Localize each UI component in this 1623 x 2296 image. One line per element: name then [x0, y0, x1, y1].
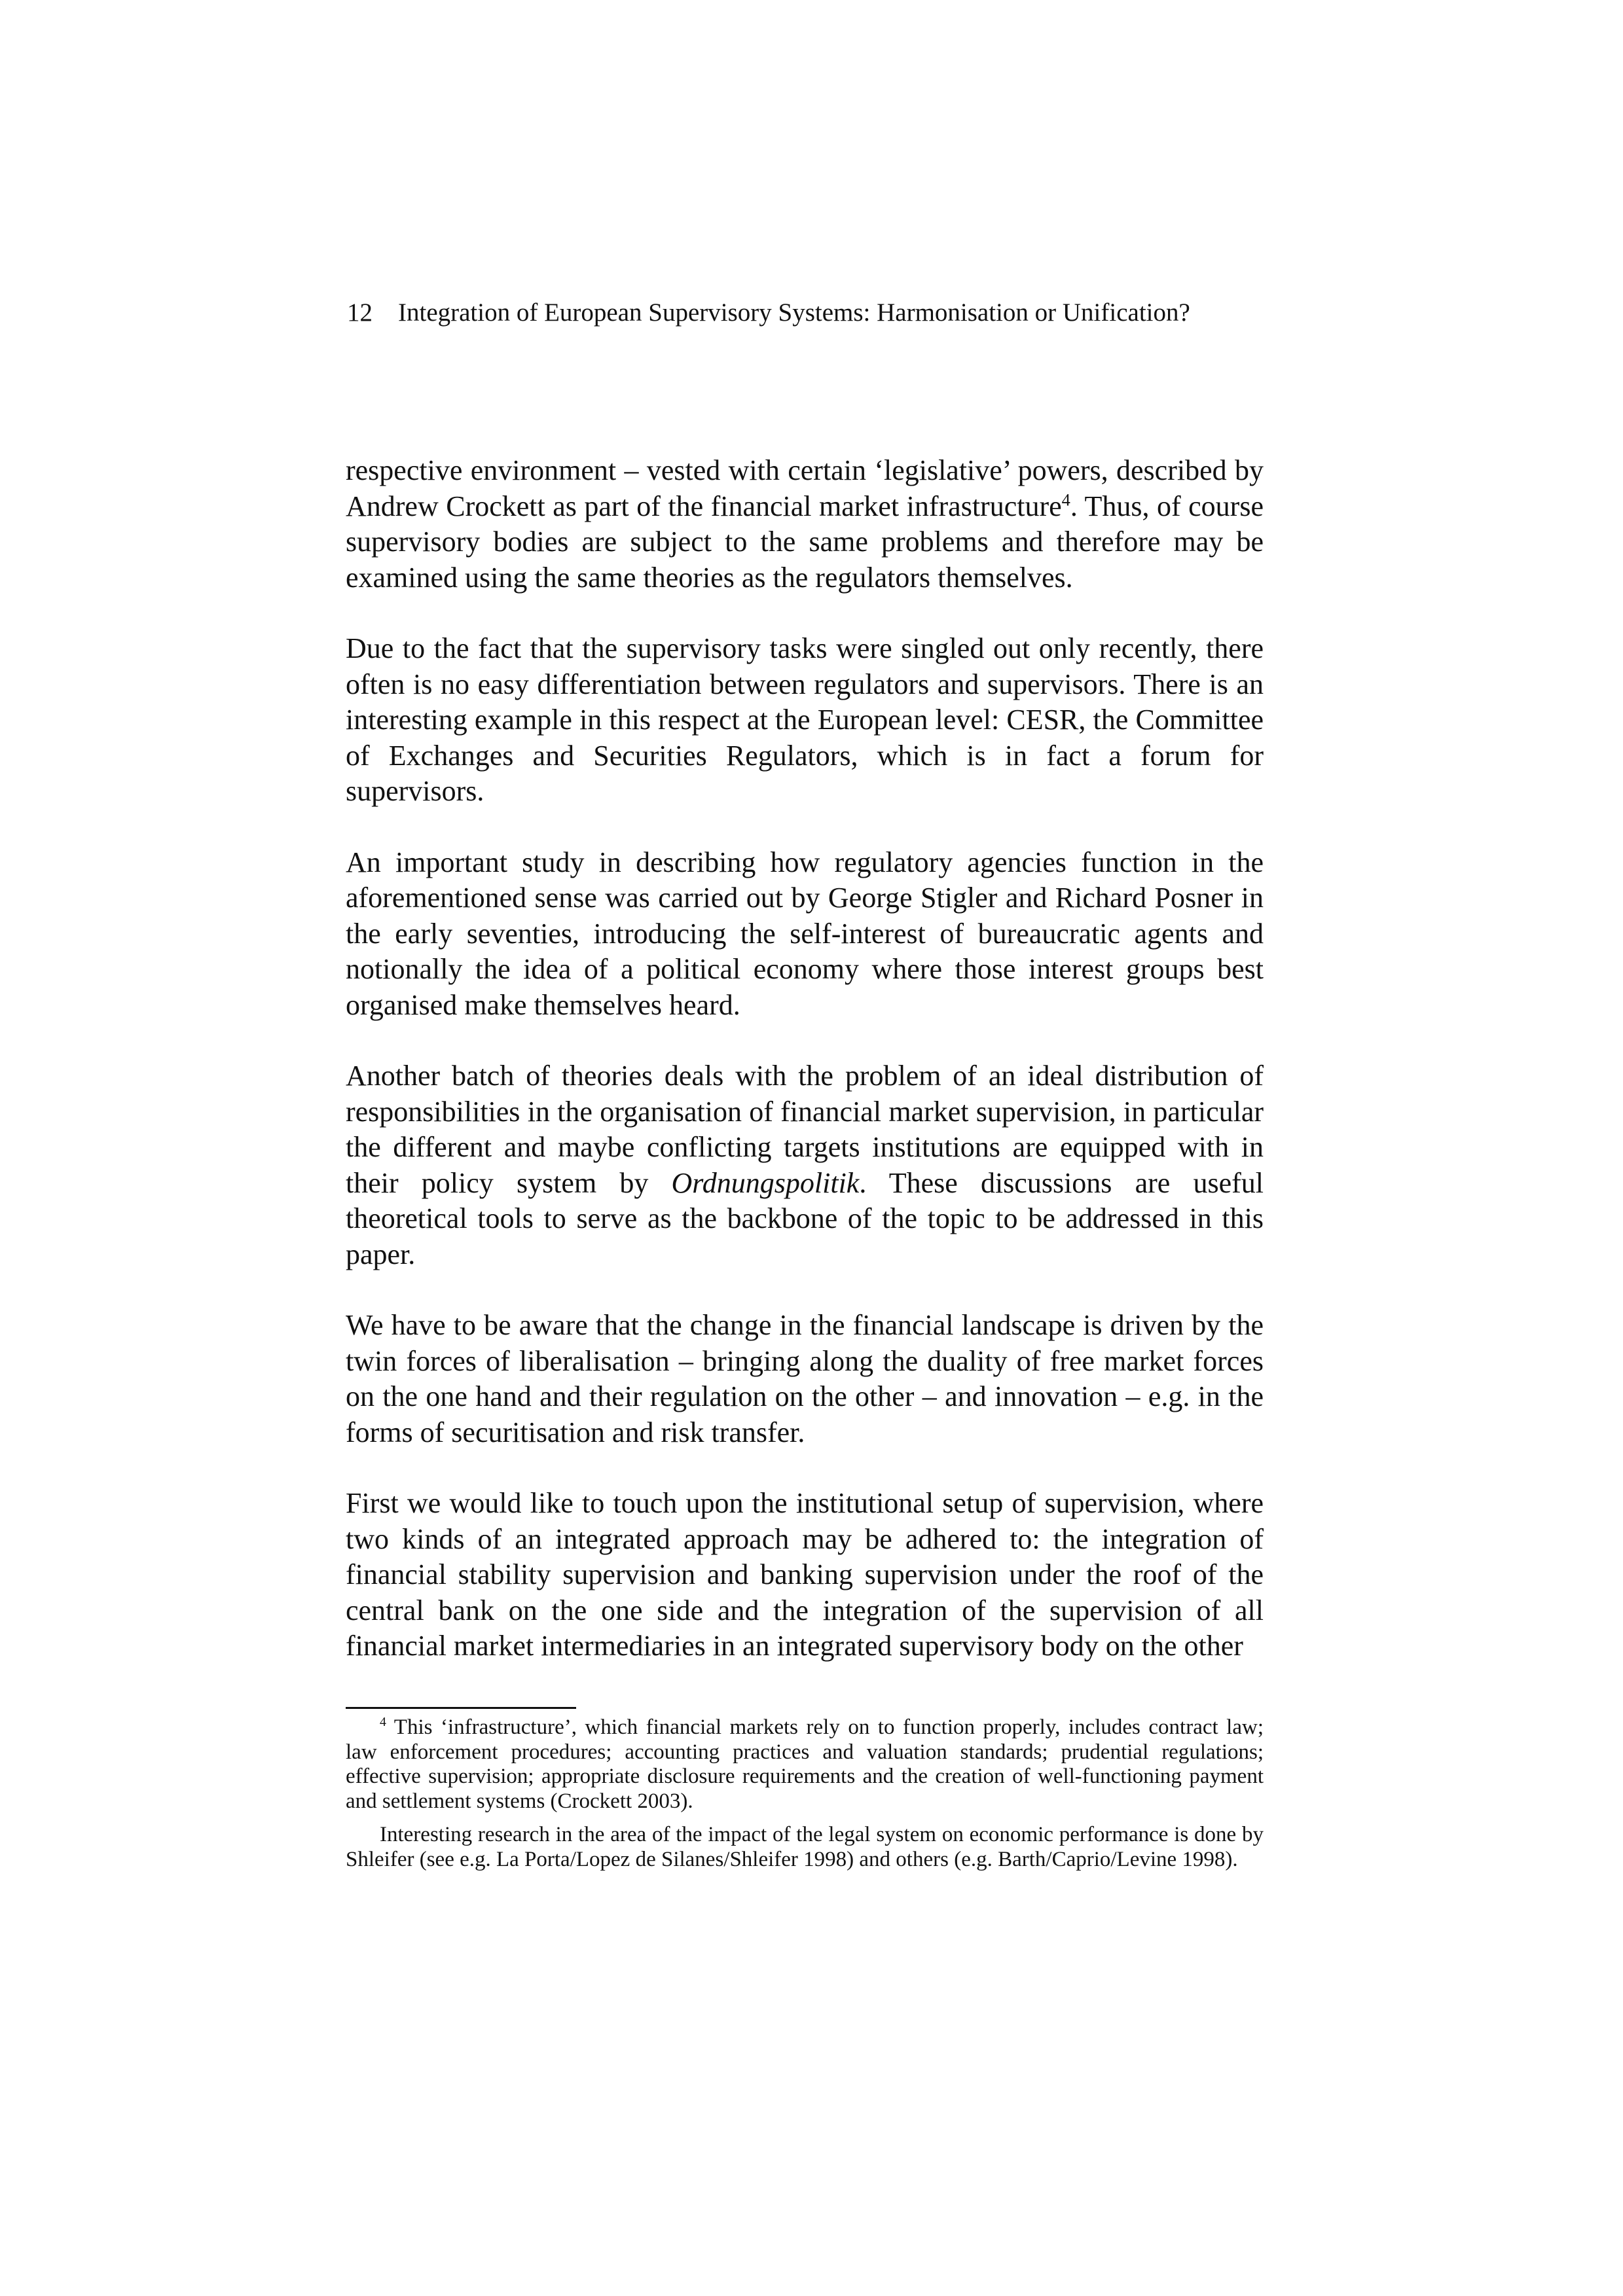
body-text	[346, 453, 1264, 1664]
footnote-divider	[346, 1707, 576, 1709]
paragraph-2: Due to the fact that the supervisory tasks were singled out only recently, there often is no easy differentiation between regulators and supervisors. There is an interesting example in this respect at the European level: CESR, the Committee of Exchanges and Securities Regulators, which is in fact a forum for supervisors.	[346, 632, 1264, 807]
page-number: 12	[347, 298, 373, 327]
footnote-4-continuation: Interesting research in the area of the impact of the legal system on economic performance is done by Shleifer (see e.g. La Porta/Lopez de Silanes/Shleifer 1998) and others (e.g. Barth/Caprio/Levine 1998).	[346, 1823, 1264, 1871]
paragraph-1	[346, 453, 1264, 596]
footnote-reference: 4	[1061, 489, 1070, 509]
footnotes	[346, 1715, 1264, 1872]
paragraph-1-text-b: . Thus, of course supervisory bodies are subject to the same problems and therefore may be examined using the same theories as the regulators themselves.	[346, 490, 1264, 594]
paragraph-4-text-b: . These discussions are useful theoretical tools to serve as the backbone of the topic to be addressed in this paper.	[346, 1166, 1264, 1270]
paragraph-6: First we would like to touch upon the institutional setup of supervision, where two kinds of an integrated approach may be adhered to: the integration of financial stability supervision and banking supervision under the roof of the central bank on the one side and the integration of the supervision of all financial market intermediaries in an integrated supervisory body on the other	[346, 1487, 1264, 1662]
running-header	[347, 298, 1277, 328]
running-title: Integration of European Supervisory Systems: Harmonisation or Unification?	[398, 298, 1190, 327]
paragraph-1-text-a: respective environment – vested with certain ‘legislative’ powers, described by Andrew Crockett as part of the financial market infrastructure	[346, 454, 1264, 522]
italic-term: Ordnungspolitik	[671, 1166, 860, 1199]
paragraph-3: An important study in describing how regulatory agencies function in the aforementioned sense was carried out by George Stigler and Richard Posner in the early seventies, introducing the self-interest of bureaucratic agents and notionally the idea of a political economy where those interest groups best organised make themselves heard.	[346, 846, 1264, 1021]
paragraph-4-text-a: Another batch of theories deals with the problem of an ideal distribution of responsibilities in the organisation of financial market supervision, in particular the different and maybe conflicting targets institutions are equipped with in their policy system by	[346, 1060, 1264, 1199]
paragraph-4	[346, 1058, 1264, 1272]
paragraph-5: We have to be aware that the change in the financial landscape is driven by the twin forces of liberalisation – bringing along the duality of free market forces on the one hand and their regulation on the other – and innovation – e.g. in the forms of securitisation and risk transfer.	[346, 1309, 1264, 1448]
footnote-marker: 4	[380, 1715, 386, 1729]
footnote-4-text: This ‘infrastructure’, which financial markets rely on to function properly, includes contract law; law enforcement procedures; accounting practices and valuation standards; prudential regulations; effective supervision; appropriate disclosure requirements and the creation of well-functioning payment and settlement systems (Crockett 2003).	[346, 1715, 1264, 1813]
footnote-4	[346, 1715, 1264, 1814]
